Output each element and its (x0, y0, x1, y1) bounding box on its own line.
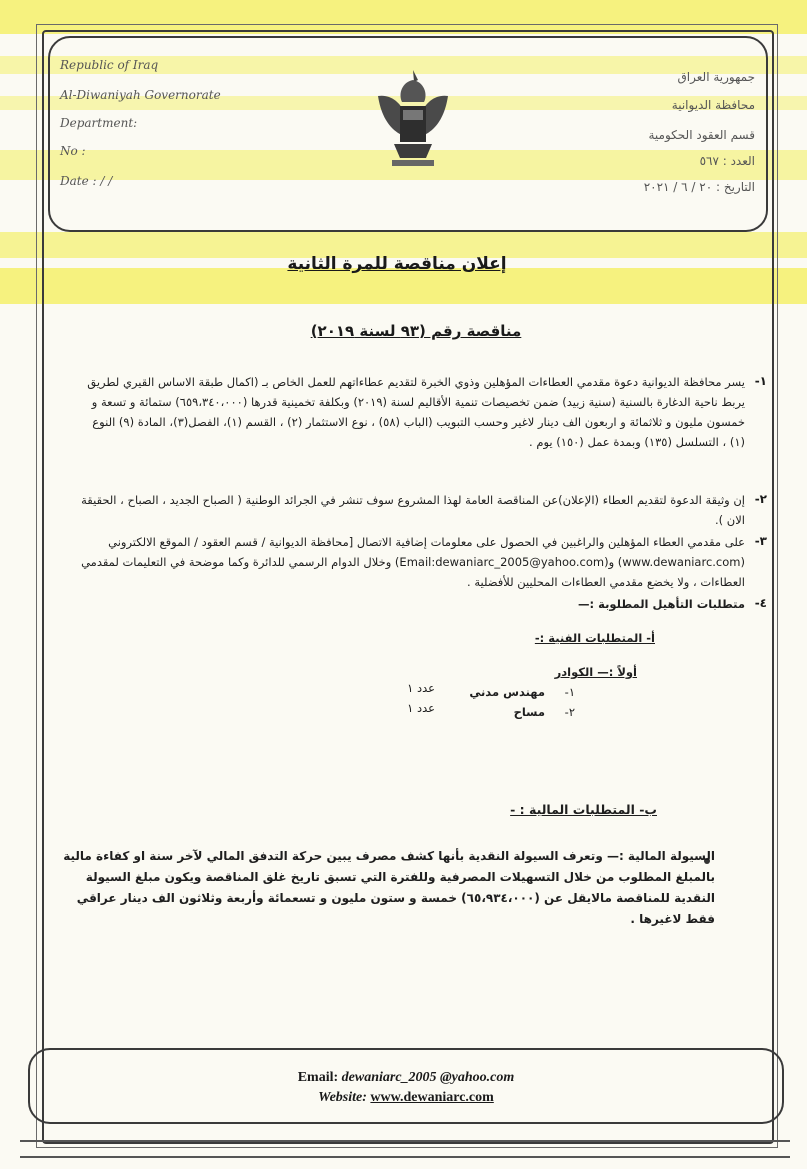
financial-requirements-heading: ب- المتطلبات المالية : - (510, 802, 657, 817)
staff-heading: أولاً :— الكوادر (554, 665, 637, 679)
item-1-text: يسر محافظة الديوانية دعوة مقدمي العطاءات المؤهلين وذوي الخبرة لتقديم عطاءاتهم للعمل الخاص بـ (اكمال طبقة الاساس القيري لطريق يربط ناحية الدغارة بالسنية (سنية زبيد) ضمن تخصيصات تنمية الأقاليم لسنة (٢٠١٩) وبكلفة تخمينية قدرها (٦٥٩،٣٤٠،٠٠٠) ستمائة و تسعة و خمسون مليون و ثلاثمائة و اربعون الف دينار لاغير وحسب التبويب (الباب (٥٨) ، نوع الاستثمار (٢) ، القسم (١)، الفصل(٣)، المادة (٩) النوع (١) ، التسلسل (١٣٥) وبمدة عمل (١٥٠) يوم . (87, 375, 745, 449)
letterhead-no-ar: العدد : ٥٦٧ (699, 154, 755, 168)
staff-role: مهندس مدني (469, 685, 545, 699)
footer-contact (28, 1048, 784, 1124)
eagle-emblem-icon (374, 66, 452, 174)
item-number: ٣- (754, 534, 767, 548)
tender-number: مناقصة رقم (٩٣ لسنة ٢٠١٩) (310, 322, 522, 340)
staff-count: عدد ١ (407, 681, 435, 695)
letterhead-no-en: No : (60, 144, 86, 158)
email-address[interactable]: dewaniarc_2005 @yahoo.com (341, 1070, 515, 1085)
letterhead-governorate-ar: محافظة الديوانية (671, 98, 755, 112)
item-number: ٤- (754, 596, 767, 610)
email-label: Email: (297, 1070, 339, 1085)
item-number: ٢- (754, 492, 767, 506)
letterhead-governorate-en: Al-Diwaniyah Governorate (60, 88, 221, 102)
letterhead-date-ar: التاريخ : ٢٠ / ٦ / ٢٠٢١ (643, 180, 755, 194)
letterhead-department-ar: قسم العقود الحكومية (648, 128, 755, 142)
website-label: Website: (318, 1090, 367, 1105)
item-4-text: متطلبات التأهيل المطلوبة :— (578, 597, 745, 611)
technical-requirements-heading: أ- المتطلبات الفنية :- (534, 631, 655, 645)
item-2-text: إن وثيقة الدعوة لتقديم العطاء (الإعلان)عن المناقصة العامة لهذا المشروع سوف تنشر في الجرائد الوطنية ( الصباح الجديد ، الصباح ، الحقيقة الان ). (81, 493, 745, 527)
staff-num: ١- (564, 685, 575, 699)
financial-liquidity-text: السيولة المالية :— وتعرف السيولة النقدية بأنها كشف مصرف يبين حركة التدفق المالي لآخر سنة او كفاءة مالية بالمبلغ المطلوب من خلال التسهيلات المصرفية وللفترة التي تسبق تاريخ غلق المناقصة ويكون مبلغ السيولة النقدية للمناقصة مالايقل عن (٦٥،٩٣٤،٠٠٠) خمسة و ستون مليون و تسعمائة وأربعة وثلاثون الف دينار عراقي فقط لاغيرها . (63, 849, 715, 926)
staff-role: مساح (513, 705, 545, 719)
staff-count: عدد ١ (407, 701, 435, 715)
staff-num: ٢- (564, 705, 575, 719)
bottom-rule (20, 1140, 790, 1158)
letterhead-date-en: Date : / / (60, 174, 113, 188)
letterhead-country-en: Republic of Iraq (60, 58, 159, 72)
letterhead-country-ar: جمهورية العراق (677, 70, 755, 84)
page-title: إعلان مناقصة للمرة الثانية (287, 254, 507, 274)
item-3-text: على مقدمي العطاء المؤهلين والراغبين في الحصول على معلومات إضافية الاتصال [محافظة الديوانية / قسم العقود / الموقع الالكتروني (www.dewaniarc.com) و(Email:dewaniarc_2005@yahoo.com) وخلال الدوام الرسمي للدائرة وكما موضحة في التعليمات لمقدمي العطاءات ، ولا يخضع مقدمي العطاءات المحليين للأفضلية . (81, 535, 745, 589)
letterhead-department-en: Department: (60, 116, 138, 130)
website-link[interactable]: www.dewaniarc.com (370, 1090, 494, 1105)
item-number: ١- (754, 374, 767, 388)
